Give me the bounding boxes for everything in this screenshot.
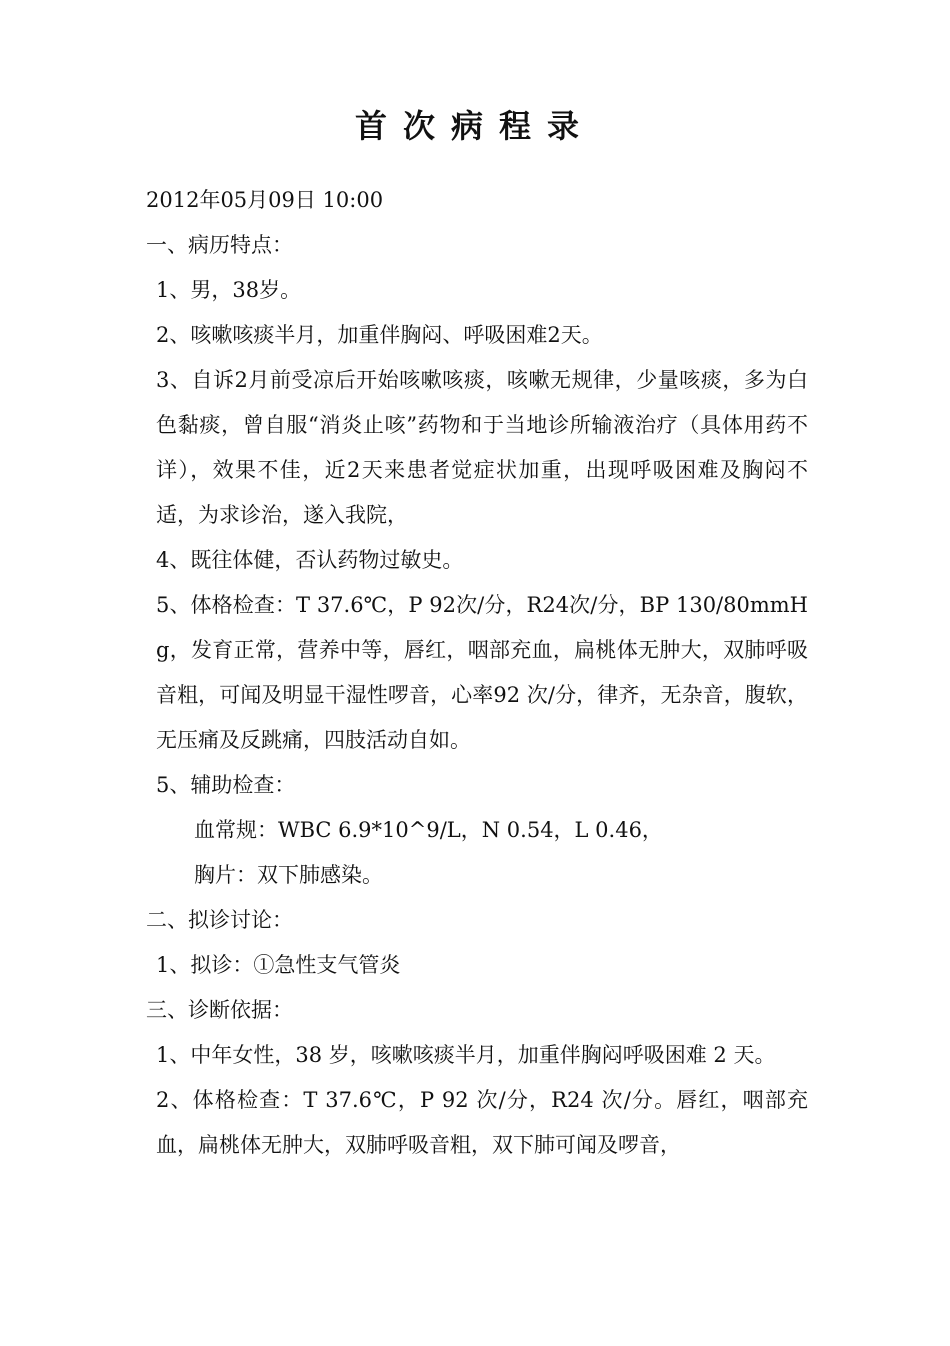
paragraph-auxiliary-exam: 5、辅助检查： xyxy=(156,773,296,797)
paragraph-sex-age: 1、男，38岁。 xyxy=(156,278,302,302)
document-body xyxy=(146,178,808,1168)
paragraph-past-history: 4、既往体健，否认药物过敏史。 xyxy=(156,548,464,572)
section-heading-diagnostic-basis: 三、诊断依据： xyxy=(146,998,293,1022)
section-heading-diagnosis-discussion: 二、拟诊讨论： xyxy=(146,908,293,932)
paragraph-blood-routine: 血常规：WBC 6.9*10^9/L，N 0.54，L 0.46， xyxy=(194,818,663,842)
paragraph-preliminary-diagnosis: 1、拟诊：①急性支气管炎 xyxy=(156,953,401,977)
paragraph-basis-2: 2、体格检查：T 37.6℃，P 92 次/分，R24 次/分。唇红，咽部充血，扁桃体无肿大，双肺呼吸音粗，双下肺可闻及啰音， xyxy=(156,1088,808,1157)
document-title: 首次病程录 xyxy=(354,107,595,145)
paragraph-chest-film: 胸片：双下肺感染。 xyxy=(194,863,383,887)
paragraph-physical-exam: 5、体格检查：T 37.6℃，P 92次/分，R24次/分，BP 130/80mmHg，发育正常，营养中等，唇红，咽部充血，扁桃体无肿大，双肺呼吸音粗，可闻及明显干湿性啰音，心率92 次/分，律齐，无杂音，腹软，无压痛及反跳痛，四肢活动自如。 xyxy=(156,593,808,752)
section-heading-case-features: 一、病历特点： xyxy=(146,233,293,257)
paragraph-basis-1: 1、中年女性，38 岁，咳嗽咳痰半月，加重伴胸闷呼吸困难 2 天。 xyxy=(156,1043,776,1067)
paragraph-chief-complaint: 2、咳嗽咳痰半月，加重伴胸闷、呼吸困难2天。 xyxy=(156,323,603,347)
paragraph-history: 3、自诉2月前受凉后开始咳嗽咳痰，咳嗽无规律，少量咳痰，多为白色黏痰，曾自服“消炎止咳”药物和于当地诊所输液治疗（具体用药不详），效果不佳，近2天来患者觉症状加重，出现呼吸困难及胸闷不适，为求诊治，遂入我院， xyxy=(156,368,808,527)
record-datetime: 2012年05月09日 10:00 xyxy=(146,188,384,212)
